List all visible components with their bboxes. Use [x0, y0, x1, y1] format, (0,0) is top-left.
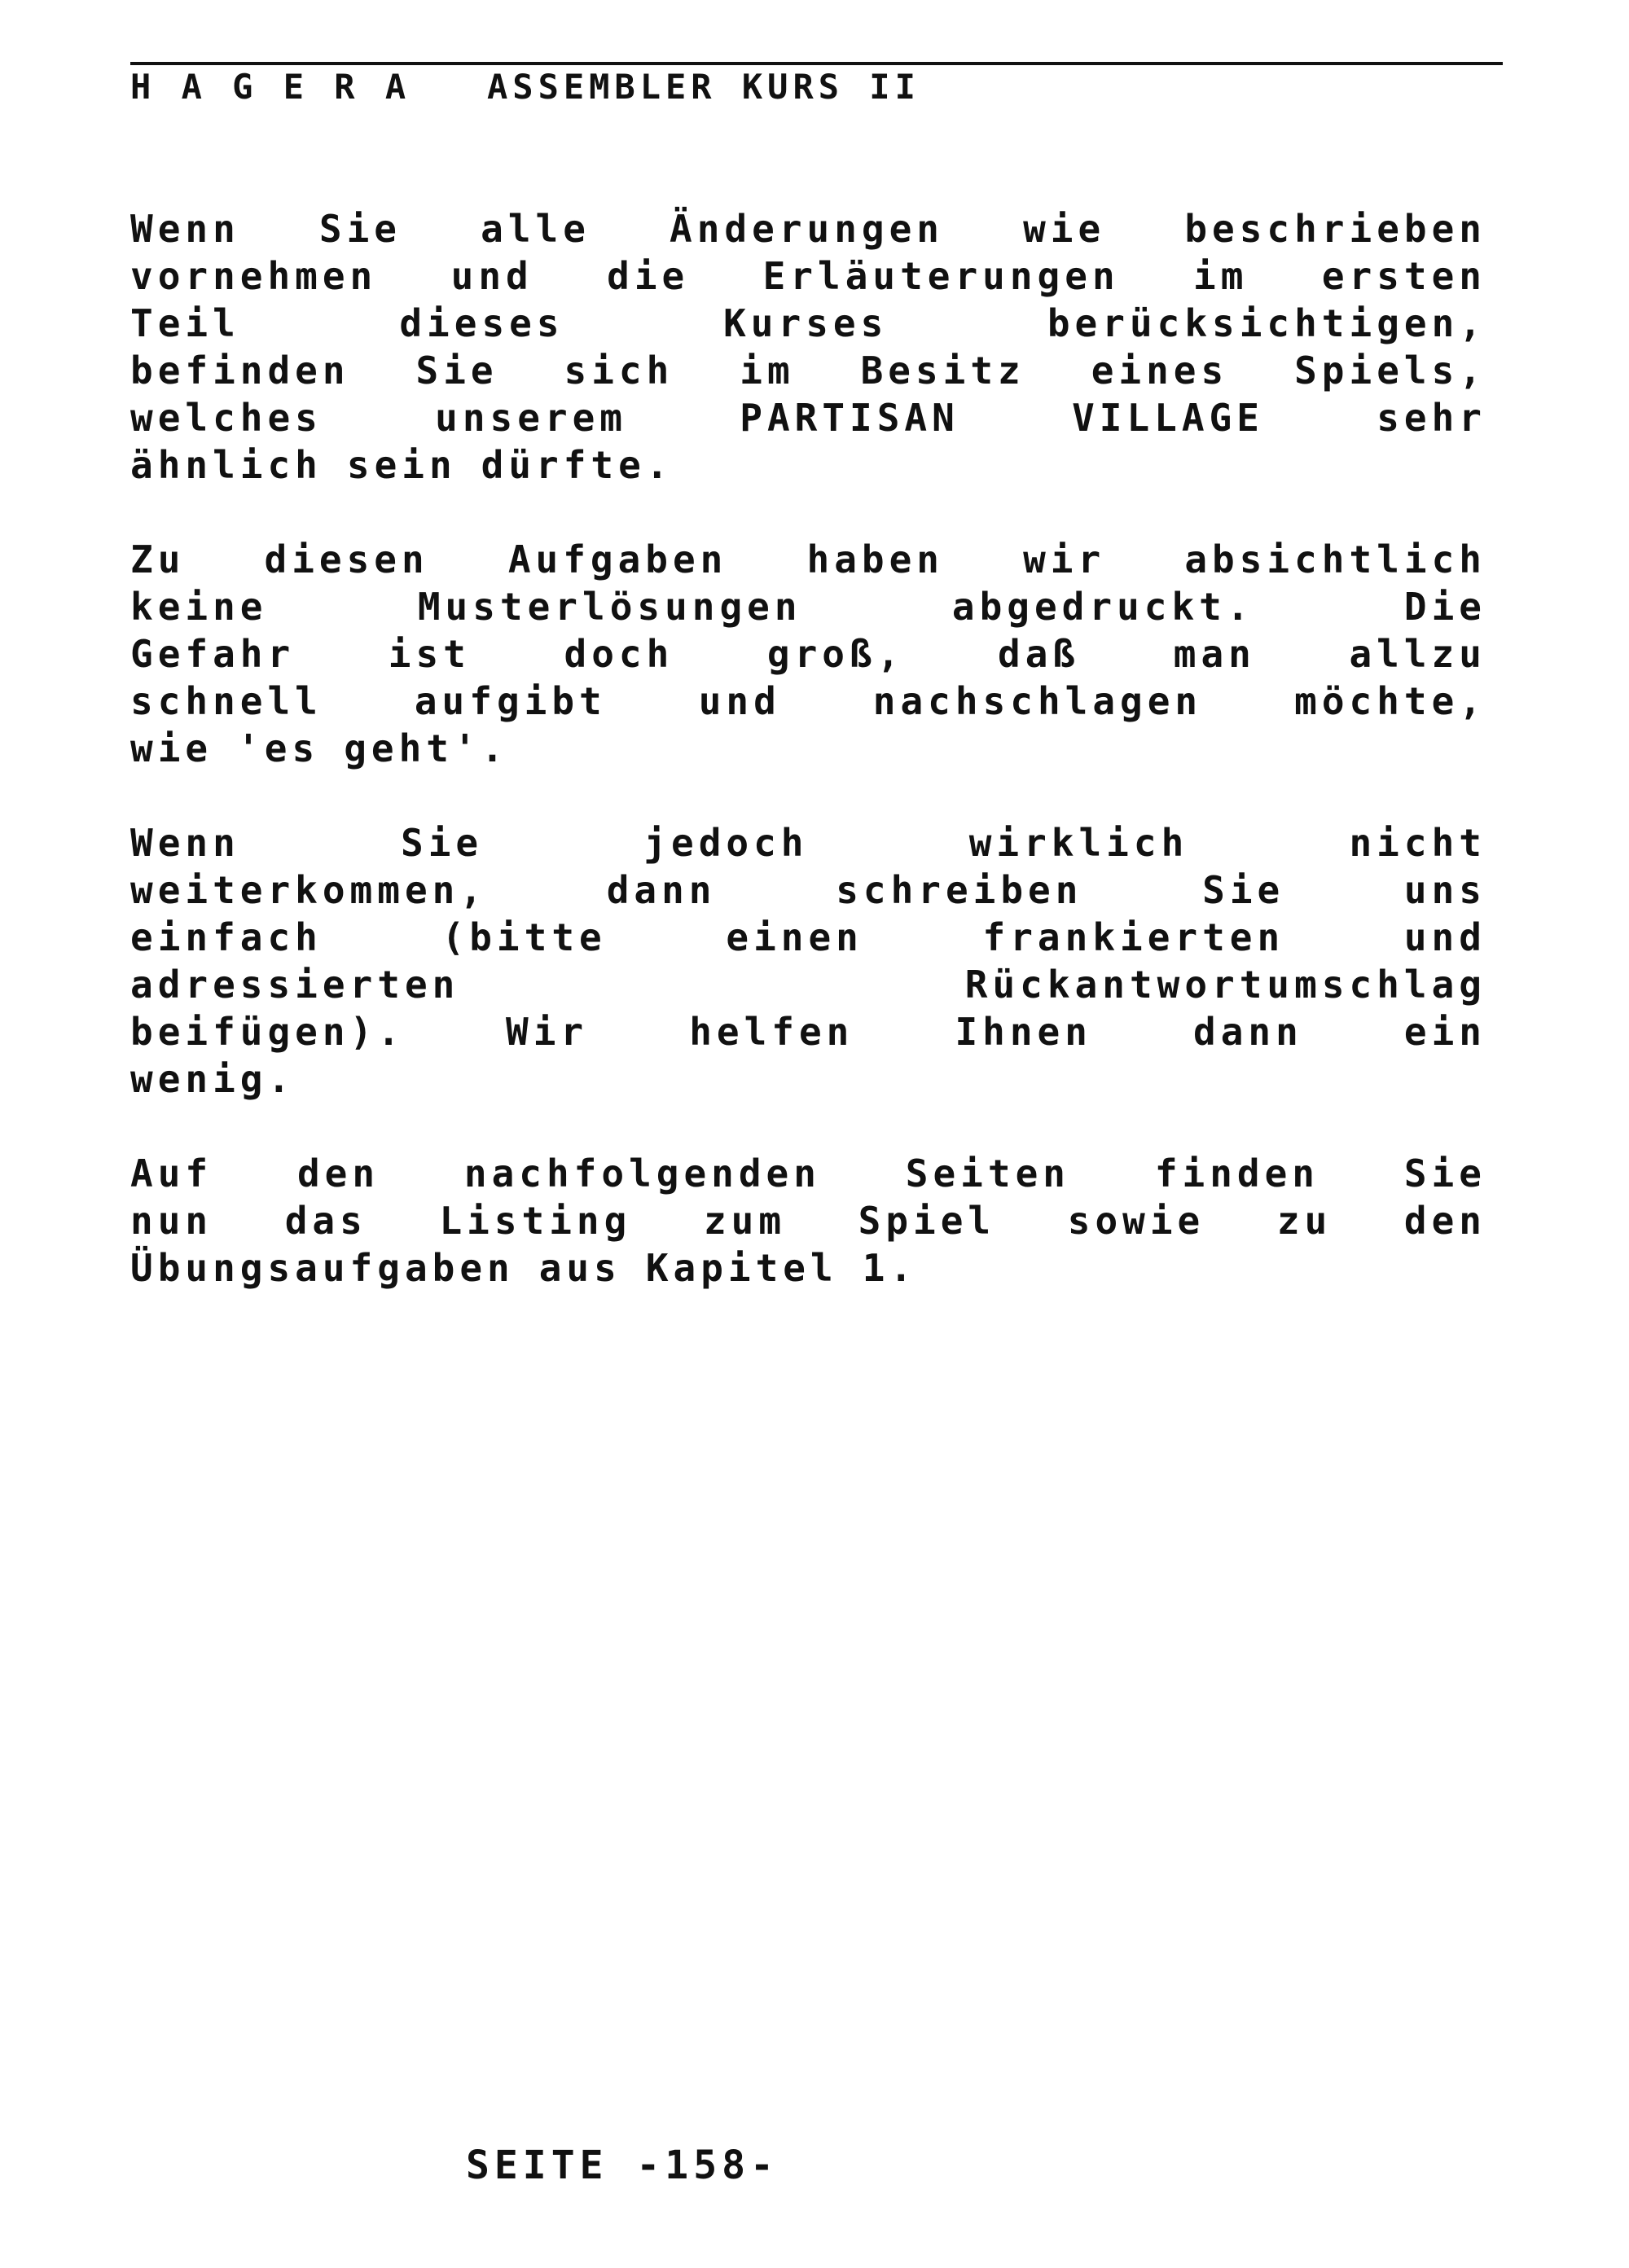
text-line — [130, 205, 1486, 252]
word: dann — [1193, 1010, 1303, 1054]
word: frankierten — [982, 915, 1285, 959]
word: welches — [130, 396, 323, 440]
word: Auf — [130, 1152, 213, 1195]
word: allzu — [1349, 632, 1486, 676]
word: wenig. — [130, 1057, 296, 1101]
word: Sie — [1202, 868, 1285, 912]
header-rule — [130, 62, 1503, 65]
word: wirklich — [968, 821, 1189, 865]
word: Sie — [415, 349, 498, 393]
word: Wenn — [130, 207, 240, 251]
text-line — [130, 394, 1486, 441]
word: das — [284, 1199, 367, 1243]
word: Übungsaufgaben — [130, 1246, 515, 1290]
page-number: SEITE -158- — [466, 2143, 779, 2188]
word: man — [1173, 632, 1256, 676]
text-line — [130, 914, 1486, 961]
word: adressierten — [130, 963, 460, 1007]
word: nachfolgenden — [463, 1152, 821, 1195]
text-line — [130, 678, 1486, 725]
word: zum — [703, 1199, 787, 1243]
text-line — [130, 630, 1486, 678]
word: sowie — [1067, 1199, 1205, 1243]
text-line — [130, 536, 1486, 583]
word: ein — [1403, 1010, 1486, 1054]
text-line — [130, 1008, 1486, 1055]
word: berücksichtigen, — [1047, 301, 1486, 345]
word: im — [740, 349, 795, 393]
body-text — [130, 205, 1486, 1339]
word: uns — [1403, 868, 1486, 912]
word: Wenn — [130, 821, 240, 865]
word: unserem — [435, 396, 627, 440]
word: 1. — [862, 1246, 918, 1290]
word: ähnlich — [130, 443, 323, 487]
word: Seiten — [905, 1152, 1070, 1195]
word: wie — [130, 726, 213, 770]
word: groß, — [766, 632, 905, 676]
word: beschrieben — [1184, 207, 1486, 251]
page-header — [130, 62, 1503, 111]
word: alle — [481, 207, 591, 251]
text-line — [130, 819, 1486, 866]
word: vornehmen — [130, 254, 378, 298]
word: nachschlagen — [872, 679, 1203, 723]
word: dieses — [399, 301, 564, 345]
word: Sie — [401, 821, 484, 865]
word: Gefahr — [130, 632, 296, 676]
text-line — [130, 1055, 1486, 1103]
text-line — [130, 866, 1486, 914]
paragraph — [130, 1150, 1486, 1292]
word: 'es — [237, 726, 320, 770]
word: möchte, — [1294, 679, 1486, 723]
word: schreiben — [836, 868, 1083, 912]
word: sein — [346, 443, 457, 487]
word: Kapitel — [645, 1246, 838, 1290]
word: die — [607, 254, 690, 298]
word: doch — [564, 632, 674, 676]
word: haben — [806, 537, 944, 581]
word: wir — [1023, 537, 1106, 581]
word: ersten — [1321, 254, 1486, 298]
word: aus — [538, 1246, 621, 1290]
word: den — [296, 1152, 380, 1195]
word: diesen — [264, 537, 429, 581]
text-line — [130, 725, 1486, 772]
word: Wir — [506, 1010, 589, 1054]
word: abgedruckt. — [951, 585, 1254, 629]
word: dürfte. — [481, 443, 674, 487]
word: Sie — [1403, 1152, 1486, 1195]
word: finden — [1154, 1152, 1319, 1195]
word: einen — [726, 915, 863, 959]
word: Ihnen — [955, 1010, 1092, 1054]
word: keine — [130, 585, 268, 629]
word: aufgibt — [414, 679, 607, 723]
word: Kurses — [723, 301, 889, 345]
text-line — [130, 441, 1486, 489]
word: Spiel — [858, 1199, 996, 1243]
text-line — [130, 1244, 1486, 1292]
word: zu — [1276, 1199, 1333, 1243]
word: eines — [1091, 349, 1229, 393]
text-line — [130, 1150, 1486, 1197]
word: Zu — [130, 537, 186, 581]
word: Die — [1403, 585, 1486, 629]
word: nun — [130, 1199, 213, 1243]
word: Musterlösungen — [417, 585, 802, 629]
text-line — [130, 300, 1486, 347]
word: VILLAGE — [1072, 396, 1264, 440]
word: und — [698, 679, 781, 723]
text-line — [130, 1197, 1486, 1244]
text-line — [130, 961, 1486, 1008]
word: befinden — [130, 349, 350, 393]
word: Sie — [318, 207, 402, 251]
word: helfen — [689, 1010, 854, 1054]
word: Aufgaben — [507, 537, 728, 581]
word: im — [1193, 254, 1249, 298]
word: weiterkommen, — [130, 868, 488, 912]
word: absichtlich — [1184, 537, 1486, 581]
word: ist — [388, 632, 471, 676]
word: nicht — [1349, 821, 1486, 865]
text-line — [130, 347, 1486, 394]
word: sehr — [1377, 396, 1486, 440]
word: schnell — [130, 679, 323, 723]
word: Rückantwortumschlag — [964, 963, 1486, 1007]
word: wie — [1023, 207, 1106, 251]
word: Änderungen — [670, 207, 944, 251]
word: Erläuterungen — [762, 254, 1120, 298]
word: PARTISAN — [740, 396, 959, 440]
word: (bitte — [441, 915, 607, 959]
paragraph — [130, 819, 1486, 1103]
word: beifügen). — [130, 1010, 405, 1054]
word: den — [1403, 1199, 1486, 1243]
word: daß — [998, 632, 1081, 676]
paragraph — [130, 205, 1486, 489]
text-line — [130, 252, 1486, 300]
word: Spiels, — [1294, 349, 1486, 393]
word: und — [1403, 915, 1486, 959]
word: jedoch — [643, 821, 809, 865]
word: Teil — [130, 301, 240, 345]
word: und — [450, 254, 533, 298]
word: einfach — [130, 915, 323, 959]
word: dann — [606, 868, 717, 912]
word: geht'. — [344, 726, 509, 770]
header-title: H A G E R A ASSEMBLER KURS II — [130, 67, 920, 107]
word: Besitz — [860, 349, 1025, 393]
word: Listing — [439, 1199, 632, 1243]
text-line — [130, 583, 1486, 630]
word: sich — [564, 349, 674, 393]
paragraph — [130, 536, 1486, 772]
